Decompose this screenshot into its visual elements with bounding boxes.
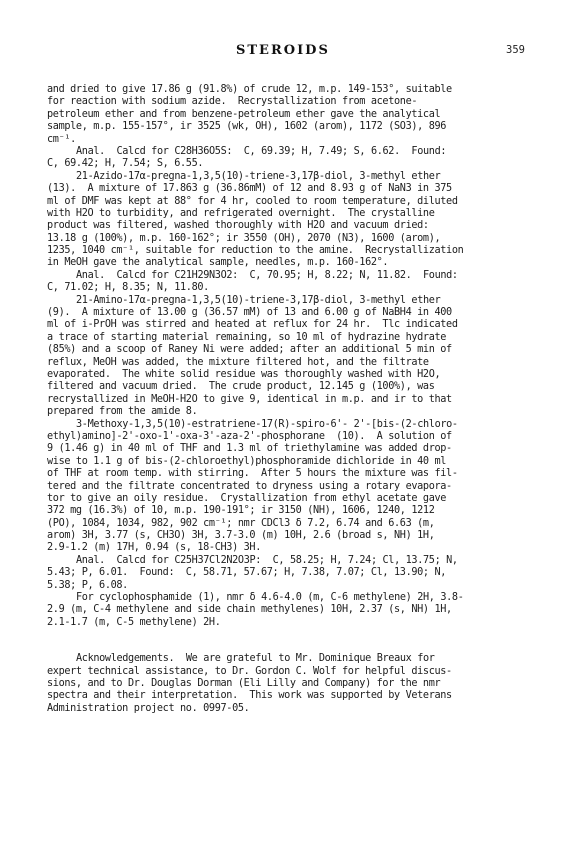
acknowledgements-section [47, 653, 547, 715]
text-line: ethyl)amino]-2'-oxo-1'-oxa-3'-aza-2'-phosphorane (10). A solution of [47, 430, 452, 442]
text-line: recrystallized in MeOH-H2O to give 9, identical in m.p. and ir to that [47, 393, 452, 405]
text-line: tor to give an oily residue. Crystallization from ethyl acetate gave [47, 492, 447, 504]
text-line: ml of i-PrOH was stirred and heated at reflux for 24 hr. Tlc indicated [47, 319, 458, 331]
journal-title: STEROIDS [236, 43, 330, 58]
text-line: 3-Methoxy-1,3,5(10)-estratriene-17(R)-spiro-6'- 2'-[bis-(2-chloro- [76, 418, 458, 430]
text-line: 13.18 g (100%), m.p. 160-162°; ir 3550 (OH), 2070 (N3), 1600 (arom), [47, 232, 441, 244]
acknowledgements-line: sions, and to Dr. Douglas Dorman (Eli Lilly and Company) for the nmr [47, 677, 441, 689]
text-line: petroleum ether and from benzene-petroleum ether gave the analytical [47, 108, 441, 120]
text-line: 2.1-1.7 (m, C-5 methylene) 2H. [47, 616, 221, 628]
text-line: cm⁻¹. [47, 133, 76, 145]
text-line: (PO), 1084, 1034, 982, 902 cm⁻¹; nmr CDCl3 δ 7.2, 6.74 and 6.63 (m, [47, 517, 435, 529]
acknowledgements-line: Acknowledgements. We are grateful to Mr. Dominique Breaux for [76, 653, 435, 665]
acknowledgements-line: Administration project no. 0997-05. [47, 702, 250, 714]
article-body [47, 84, 547, 715]
acknowledgements-line: expert technical assistance, to Dr. Gordon C. Wolf for helpful discus- [47, 665, 452, 677]
text-line: wise to 1.1 g of bis-(2-chloroethyl)phosphoramide dichloride in 40 ml [47, 455, 447, 467]
text-line: 2.9 (m, C-4 methylene and side chain methylenes) 10H, 2.37 (s, NH) 1H, [47, 604, 452, 616]
text-line: reflux, MeOH was added, the mixture filtered hot, and the filtrate [47, 356, 429, 368]
text-line: For cyclophosphamide (1), nmr δ 4.6-4.0 (m, C-6 methylene) 2H, 3.8- [76, 592, 464, 604]
text-line: 21-Amino-17α-pregna-1,3,5(10)-triene-3,17β-diol, 3-methyl ether [76, 294, 441, 306]
text-line: 21-Azido-17α-pregna-1,3,5(10)-triene-3,17β-diol, 3-methyl ether [76, 170, 441, 182]
text-line: Anal. Calcd for C28H36O5S: C, 69.39; H, 7.49; S, 6.62. Found: [76, 145, 447, 157]
text-line: prepared from the amide 8. [47, 406, 198, 418]
text-line: 5.38; P, 6.08. [47, 579, 128, 591]
text-line: ml of DMF was kept at 88° for 4 hr, cooled to room temperature, diluted [47, 195, 458, 207]
text-line: tered and the filtrate concentrated to dryness using a rotary evapora- [47, 480, 452, 492]
text-line: with H2O to turbidity, and refrigerated overnight. The crystalline [47, 207, 435, 219]
text-line: 372 mg (16.3%) of 10, m.p. 190-191°; ir 3150 (NH), 1606, 1240, 1212 [47, 505, 435, 517]
text-line: 1235, 1040 cm⁻¹, suitable for reduction to the amine. Recrystallization [47, 245, 464, 257]
text-line: Anal. Calcd for C21H29N3O2: C, 70.95; H, 8.22; N, 11.82. Found: [76, 269, 458, 281]
text-line: 2.9-1.2 (m) 17H, 0.94 (s, 18-CH3) 3H. [47, 542, 261, 554]
text-line: in MeOH gave the analytical sample, needles, m.p. 160-162°. [47, 257, 389, 269]
text-line: (9). A mixture of 13.00 g (36.57 mM) of 13 and 6.00 g of NaBH4 in 400 [47, 307, 452, 319]
text-line: 9 (1.46 g) in 40 ml of THF and 1.3 ml of triethylamine was added drop- [47, 443, 452, 455]
text-line: of THF at room temp. with stirring. After 5 hours the mixture was fil- [47, 468, 458, 480]
text-line: and dried to give 17.86 g (91.8%) of crude 12, m.p. 149-153°, suitable [47, 84, 452, 95]
page-number: 359 [506, 44, 525, 56]
text-line: for reaction with sodium azide. Recrystallization from acetone- [47, 96, 418, 108]
text-line: filtered and vacuum dried. The crude product, 12.145 g (100%), was [47, 381, 435, 393]
text-line: C, 69.42; H, 7.54; S, 6.55. [47, 158, 204, 170]
text-line: 5.43; P, 6.01. Found: C, 58.71, 57.67; H, 7.38, 7.07; Cl, 13.90; N, [47, 567, 447, 579]
text-line: (13). A mixture of 17.863 g (36.86mM) of 12 and 8.93 g of NaN3 in 375 [47, 183, 452, 195]
text-line: product was filtered, washed thoroughly with H2O and vacuum dried: [47, 220, 429, 232]
text-line: evaporated. The white solid residue was thoroughly washed with H2O, [47, 368, 441, 380]
acknowledgements-line: spectra and their interpretation. This work was supported by Veterans [47, 690, 452, 702]
text-line: C, 71.02; H, 8.35; N, 11.80. [47, 282, 209, 294]
text-line: arom) 3H, 3.77 (s, CH3O) 3H, 3.7-3.0 (m) 10H, 2.6 (broad s, NH) 1H, [47, 530, 435, 542]
section-gap [47, 629, 547, 653]
text-line: a trace of starting material remaining, so 10 ml of hydrazine hydrate [47, 331, 447, 343]
text-line: Anal. Calcd for C25H37Cl2N2O3P: C, 58.25; H, 7.24; Cl, 13.75; N, [76, 554, 458, 566]
text-line: sample, m.p. 155-157°, ir 3525 (wk, OH), 1602 (arom), 1172 (SO3), 896 [47, 121, 447, 133]
text-line: (85%) and a scoop of Raney Ni were added; after an additional 5 min of [47, 344, 452, 356]
experimental-section [47, 84, 547, 629]
